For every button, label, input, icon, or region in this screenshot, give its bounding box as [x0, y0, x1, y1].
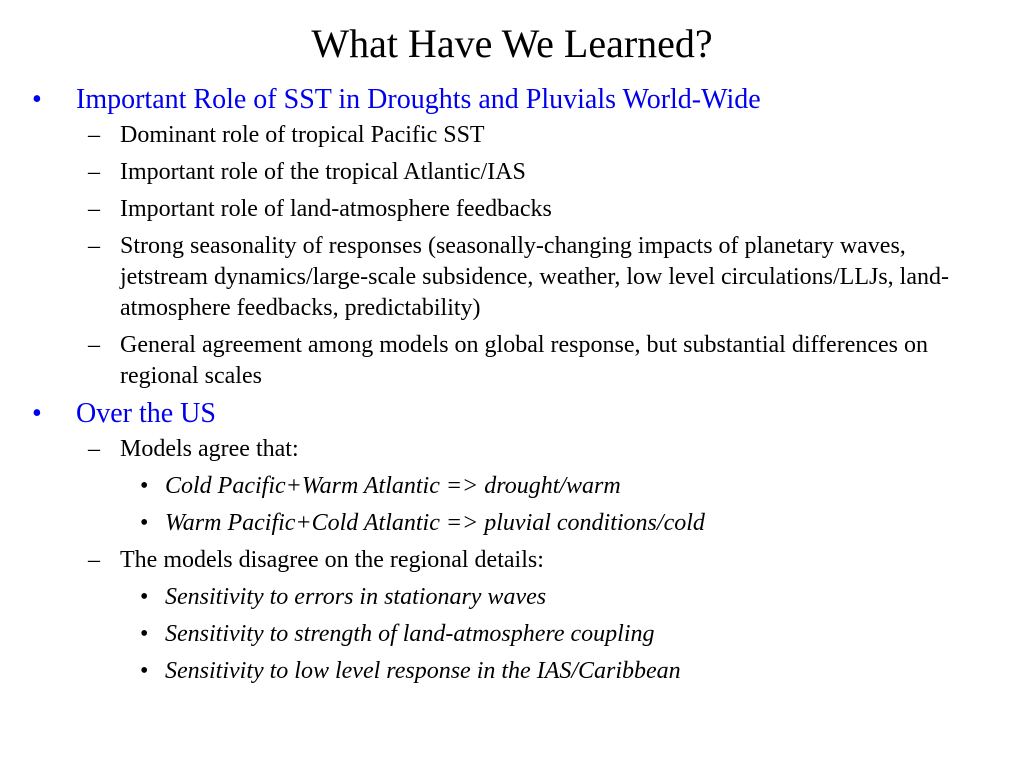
list-item	[0, 194, 1024, 225]
dash-icon: –	[88, 233, 100, 259]
section-heading-sst-role	[0, 82, 1024, 118]
list-item	[0, 330, 1024, 392]
list-item	[0, 120, 1024, 151]
sub-list-item-text: Sensitivity to strength of land-atmosphere coupling	[165, 621, 655, 647]
bullet-icon: •	[140, 473, 149, 499]
list-item-text: Dominant role of tropical Pacific SST	[120, 122, 485, 148]
list-item	[0, 157, 1024, 188]
slide-title: What Have We Learned?	[311, 21, 713, 66]
section-heading-text: Over the US	[76, 398, 216, 429]
sub-list-item	[0, 582, 1024, 613]
bullet-icon: •	[32, 398, 42, 429]
bullet-icon: •	[140, 621, 149, 647]
bullet-icon: •	[32, 84, 42, 115]
dash-icon: –	[88, 196, 100, 222]
list-item	[0, 434, 1024, 465]
list-item-text: Models agree that:	[120, 436, 299, 462]
list-item-text: Important role of land-atmosphere feedbacks	[120, 196, 552, 222]
sub-list-item-text: Sensitivity to errors in stationary waves	[165, 584, 547, 610]
section-heading-text: Important Role of SST in Droughts and Pluvials World-Wide	[76, 84, 761, 115]
bullet-icon: •	[140, 510, 149, 536]
list-item-text: General agreement among models on global response, but substantial differences on regional scales	[120, 332, 928, 389]
list-item	[0, 231, 1024, 324]
sub-list-item-text: Warm Pacific+Cold Atlantic => pluvial conditions/cold	[165, 510, 705, 536]
sub-list-item	[0, 508, 1024, 539]
dash-icon: –	[88, 436, 100, 462]
dash-icon: –	[88, 547, 100, 573]
list-item-text: Important role of the tropical Atlantic/IAS	[120, 159, 526, 185]
list-item-text: Strong seasonality of responses (seasonally-changing impacts of planetary waves, jetstream dynamics/large-scale subsidence, weather, low level circulations/LLJs, land-atmosphere feedbacks, predictability)	[120, 233, 949, 321]
bullet-icon: •	[140, 658, 149, 684]
sub-list-item-text: Sensitivity to low level response in the IAS/Caribbean	[165, 658, 681, 684]
sub-list-item	[0, 619, 1024, 650]
slide-content	[0, 82, 1024, 693]
dash-icon: –	[88, 332, 100, 358]
sub-list-item	[0, 471, 1024, 502]
dash-icon: –	[88, 159, 100, 185]
sub-list-item	[0, 656, 1024, 687]
dash-icon: –	[88, 122, 100, 148]
list-item-text: The models disagree on the regional details:	[120, 547, 544, 573]
section-heading-over-the-us	[0, 396, 1024, 432]
list-item	[0, 545, 1024, 576]
bullet-icon: •	[140, 584, 149, 610]
sub-list-item-text: Cold Pacific+Warm Atlantic => drought/warm	[165, 473, 621, 499]
